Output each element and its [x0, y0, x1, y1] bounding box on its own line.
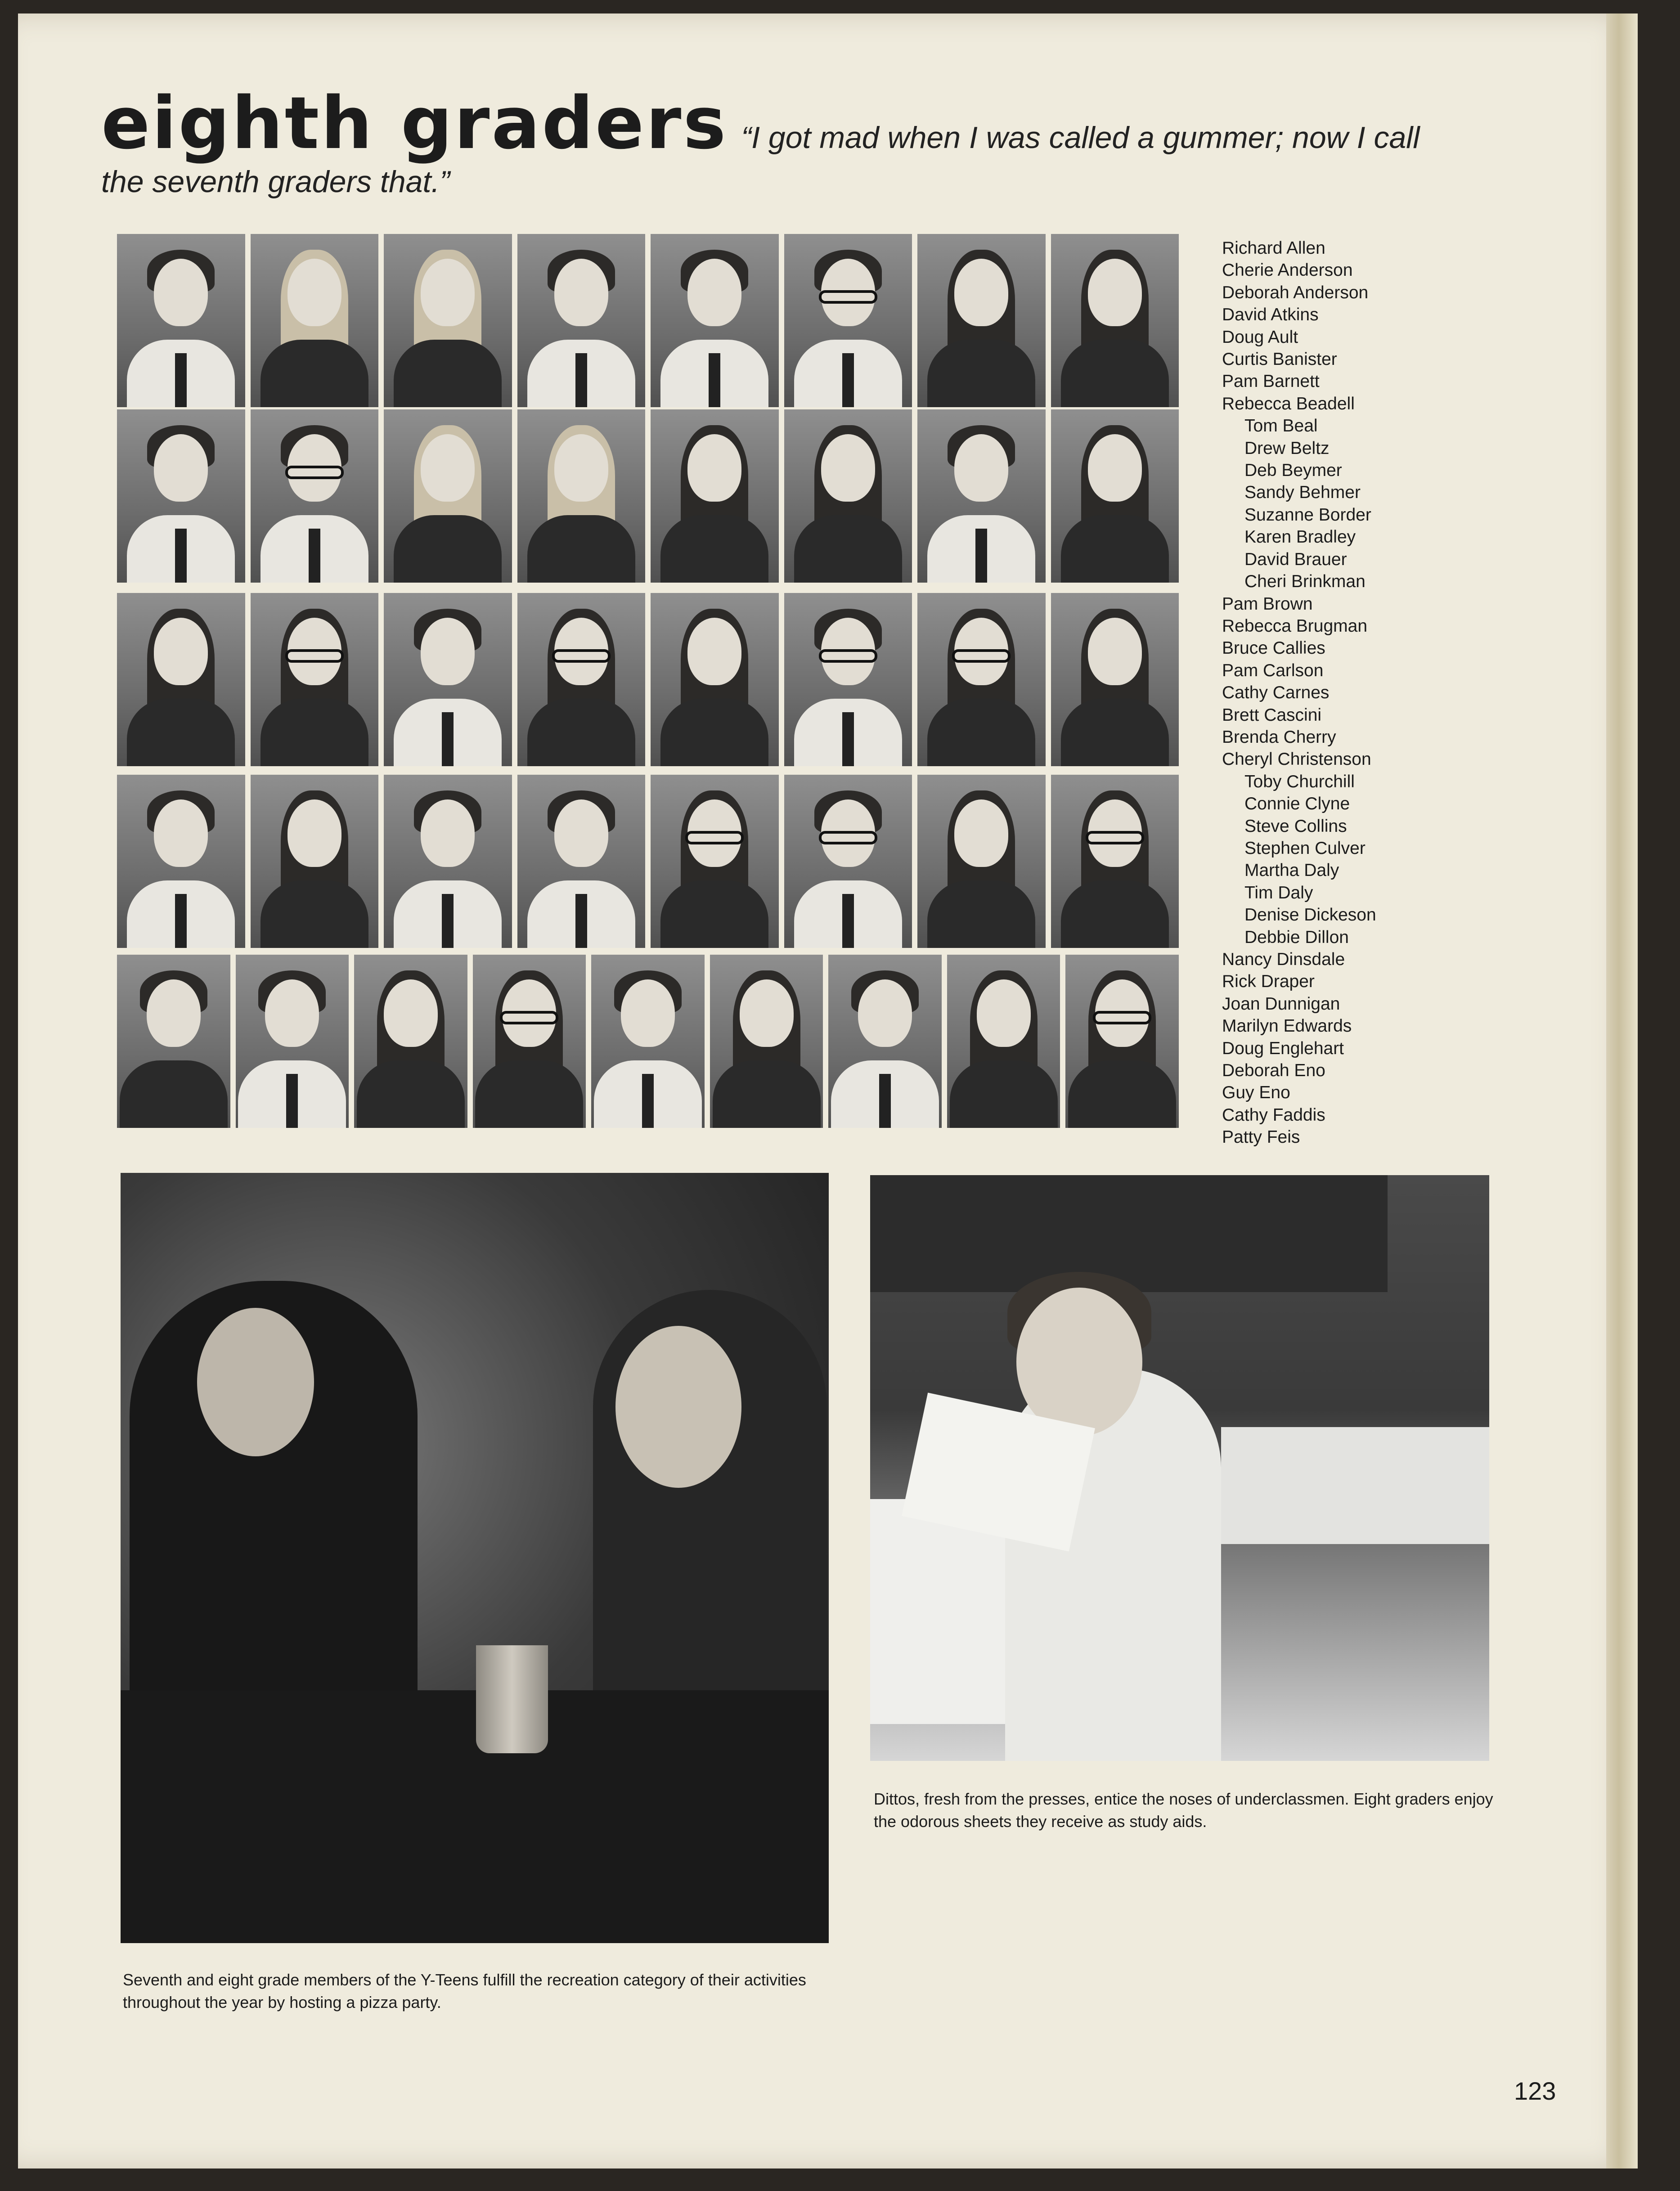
portrait-face	[954, 259, 1008, 326]
student-name: Tom Beal	[1244, 416, 1318, 436]
student-name: Deborah Anderson	[1222, 283, 1369, 302]
student-name: Rick Draper	[1222, 972, 1315, 992]
portrait-face	[954, 434, 1008, 502]
page-number: 123	[1514, 2077, 1556, 2105]
portrait-face	[265, 979, 319, 1047]
student-portrait	[784, 775, 912, 948]
student-portrait	[473, 955, 586, 1128]
caption-right: Dittos, fresh from the presses, entice the noses of underclassmen. Eight graders enjoy the odorous sheets they receive as study aids.	[874, 1790, 1493, 1831]
portrait-tie	[842, 894, 854, 948]
portrait-face	[687, 434, 741, 502]
photo-cup	[476, 1645, 548, 1753]
student-portrait	[517, 593, 646, 766]
portrait-row	[117, 593, 1179, 766]
portrait-torso	[660, 880, 768, 948]
student-portrait	[917, 409, 1046, 583]
portrait-torso	[261, 340, 368, 407]
student-name: Cherie Anderson	[1222, 260, 1353, 280]
portrait-torso	[120, 1060, 228, 1128]
student-name: Cheri Brinkman	[1244, 572, 1366, 592]
student-portrait	[251, 234, 379, 407]
student-portrait	[651, 775, 779, 948]
student-portrait	[517, 234, 646, 407]
student-name: Stephen Culver	[1244, 838, 1366, 858]
student-name: Doug Ault	[1222, 327, 1298, 347]
student-name: Rebecca Beadell	[1222, 394, 1355, 413]
student-name: Toby Churchill	[1244, 772, 1355, 791]
student-portrait	[651, 234, 779, 407]
portrait-row	[117, 775, 1179, 948]
yearbook-page	[18, 13, 1638, 2169]
portrait-torso	[660, 515, 768, 583]
portrait-row	[117, 955, 1179, 1128]
portrait-tie	[175, 894, 187, 948]
student-portrait	[384, 409, 512, 583]
portrait-glasses	[952, 649, 1011, 663]
portrait-torso	[1061, 340, 1169, 407]
student-portrait	[384, 775, 512, 948]
portrait-glasses	[819, 831, 877, 844]
portrait-torso	[1068, 1060, 1176, 1128]
student-portrait	[710, 955, 823, 1128]
student-portrait	[947, 955, 1060, 1128]
student-name: Pam Barnett	[1222, 372, 1320, 391]
student-name: Sandy Behmer	[1244, 483, 1361, 503]
student-portrait	[828, 955, 942, 1128]
student-portrait	[784, 409, 912, 583]
student-portrait	[784, 593, 912, 766]
student-name: Karen Bradley	[1244, 527, 1356, 547]
portrait-row	[117, 409, 1179, 583]
student-name: Doug Englehart	[1222, 1038, 1344, 1058]
portrait-face	[977, 979, 1031, 1047]
portrait-torso	[927, 699, 1035, 766]
portrait-torso	[357, 1060, 465, 1128]
student-portrait	[251, 593, 379, 766]
student-name: Curtis Banister	[1222, 350, 1337, 369]
portrait-face	[954, 799, 1008, 867]
portrait-face	[154, 259, 208, 326]
photo-face	[197, 1308, 314, 1456]
portrait-tie	[842, 712, 854, 766]
portrait-face	[154, 618, 208, 685]
student-portrait	[917, 775, 1046, 948]
portrait-glasses	[285, 649, 344, 663]
portrait-torso	[1061, 699, 1169, 766]
portrait-face	[421, 799, 475, 867]
student-name: Patty Feis	[1222, 1127, 1300, 1147]
portrait-face	[554, 434, 608, 502]
portrait-face	[421, 434, 475, 502]
dittos-photo	[870, 1175, 1489, 1761]
student-portrait	[917, 593, 1046, 766]
portrait-glasses	[819, 290, 877, 304]
portrait-glasses	[1086, 831, 1144, 844]
photo-table	[121, 1690, 829, 1943]
student-portrait	[651, 593, 779, 766]
portrait-glasses	[819, 649, 877, 663]
portrait-torso	[660, 699, 768, 766]
portrait-torso	[527, 699, 635, 766]
portrait-tie	[442, 894, 454, 948]
student-name: Richard Allen	[1222, 238, 1325, 258]
portrait-torso	[713, 1060, 821, 1128]
student-name: Cathy Faddis	[1222, 1105, 1325, 1125]
student-name: Steve Collins	[1244, 816, 1347, 836]
student-name: Denise Dickeson	[1244, 905, 1376, 925]
portrait-face	[287, 259, 341, 326]
portrait-glasses	[285, 466, 344, 479]
caption-left: Seventh and eight grade members of the Y-Teens fulfill the recreation category of their activities throughout the year by hosting a pizza party.	[123, 1971, 806, 2011]
student-name: Tim Daly	[1244, 883, 1313, 902]
portrait-face	[554, 799, 608, 867]
portrait-tie	[575, 353, 587, 407]
student-name: Brenda Cherry	[1222, 727, 1336, 747]
portrait-face	[421, 259, 475, 326]
portrait-torso	[1061, 515, 1169, 583]
portrait-face	[154, 799, 208, 867]
student-portrait	[117, 234, 245, 407]
page-header	[101, 81, 1541, 165]
portrait-tie	[642, 1074, 654, 1128]
student-portrait	[251, 409, 379, 583]
student-portrait	[1051, 775, 1179, 948]
student-portrait	[117, 775, 245, 948]
student-portrait	[117, 955, 230, 1128]
student-name-list	[1222, 237, 1456, 1149]
portrait-torso	[794, 515, 902, 583]
student-name: Cathy Carnes	[1222, 683, 1330, 703]
photo-face	[1016, 1288, 1142, 1436]
student-name: Suzanne Border	[1244, 505, 1371, 525]
student-name: Martha Daly	[1244, 861, 1339, 880]
student-portrait	[1051, 409, 1179, 583]
student-name: Pam Carlson	[1222, 660, 1324, 680]
portrait-face	[621, 979, 675, 1047]
portrait-face	[147, 979, 201, 1047]
portrait-torso	[127, 699, 235, 766]
student-portrait	[517, 775, 646, 948]
student-portrait	[591, 955, 705, 1128]
student-name: Drew Beltz	[1244, 438, 1330, 458]
student-portrait	[517, 409, 646, 583]
student-name: Nancy Dinsdale	[1222, 950, 1345, 969]
student-portrait	[354, 955, 467, 1128]
student-portrait	[651, 409, 779, 583]
portrait-tie	[175, 529, 187, 583]
portrait-face	[384, 979, 438, 1047]
portrait-glasses	[1093, 1011, 1151, 1024]
portrait-face	[687, 259, 741, 326]
student-name: Debbie Dillon	[1244, 927, 1349, 947]
portrait-torso	[1061, 880, 1169, 948]
student-portrait	[384, 234, 512, 407]
portrait-face	[154, 434, 208, 502]
photo-face	[615, 1326, 741, 1488]
student-portrait	[236, 955, 349, 1128]
portrait-torso	[261, 880, 368, 948]
page-title: eighth graders	[101, 81, 728, 165]
portrait-face	[740, 979, 794, 1047]
student-portrait	[1051, 234, 1179, 407]
portrait-face	[287, 799, 341, 867]
student-name: Brett Cascini	[1222, 705, 1322, 725]
portrait-torso	[927, 880, 1035, 948]
portrait-torso	[527, 515, 635, 583]
portrait-tie	[842, 353, 854, 407]
student-portrait	[251, 775, 379, 948]
student-portrait	[784, 234, 912, 407]
student-name: David Atkins	[1222, 305, 1319, 325]
student-portrait	[1051, 593, 1179, 766]
title-quote-line2: the seventh graders that.”	[101, 165, 450, 199]
student-portrait	[117, 409, 245, 583]
portrait-face	[1088, 259, 1142, 326]
portrait-tie	[709, 353, 720, 407]
portrait-torso	[261, 699, 368, 766]
student-portrait	[1065, 955, 1179, 1128]
portrait-tie	[975, 529, 987, 583]
student-name: Marilyn Edwards	[1222, 1016, 1352, 1036]
student-name: Bruce Callies	[1222, 638, 1325, 658]
title-quote-line1: “I got mad when I was called a gummer; now I call	[741, 121, 1420, 155]
portrait-face	[1088, 434, 1142, 502]
page-binding	[1606, 13, 1638, 2169]
portrait-face	[421, 618, 475, 685]
photo-bookshelf	[870, 1175, 1388, 1292]
student-name: Joan Dunnigan	[1222, 994, 1340, 1014]
portrait-torso	[394, 340, 502, 407]
portrait-face	[821, 434, 875, 502]
portrait-tie	[442, 712, 454, 766]
portrait-tie	[175, 353, 187, 407]
photo-desk	[1221, 1427, 1489, 1544]
portrait-torso	[950, 1060, 1058, 1128]
portrait-face	[687, 618, 741, 685]
portrait-tie	[879, 1074, 891, 1128]
student-portrait	[117, 593, 245, 766]
portrait-glasses	[500, 1011, 558, 1024]
student-portrait	[384, 593, 512, 766]
portrait-glasses	[685, 831, 744, 844]
portrait-face	[858, 979, 912, 1047]
student-name: Pam Brown	[1222, 594, 1313, 614]
portrait-tie	[309, 529, 320, 583]
student-name: Deborah Eno	[1222, 1061, 1325, 1081]
student-name: Connie Clyne	[1244, 794, 1350, 814]
portrait-glasses	[552, 649, 611, 663]
student-name: Rebecca Brugman	[1222, 616, 1368, 636]
student-name: Cheryl Christenson	[1222, 750, 1371, 769]
student-portrait	[917, 234, 1046, 407]
student-name: David Brauer	[1244, 549, 1347, 569]
portrait-tie	[286, 1074, 298, 1128]
portrait-face	[1088, 618, 1142, 685]
portrait-tie	[575, 894, 587, 948]
student-name: Guy Eno	[1222, 1083, 1290, 1103]
portrait-torso	[927, 340, 1035, 407]
portrait-row	[117, 234, 1179, 407]
portrait-torso	[475, 1060, 583, 1128]
portrait-torso	[394, 515, 502, 583]
pizza-party-photo	[121, 1173, 829, 1943]
student-name: Deb Beymer	[1244, 461, 1342, 480]
portrait-face	[554, 259, 608, 326]
